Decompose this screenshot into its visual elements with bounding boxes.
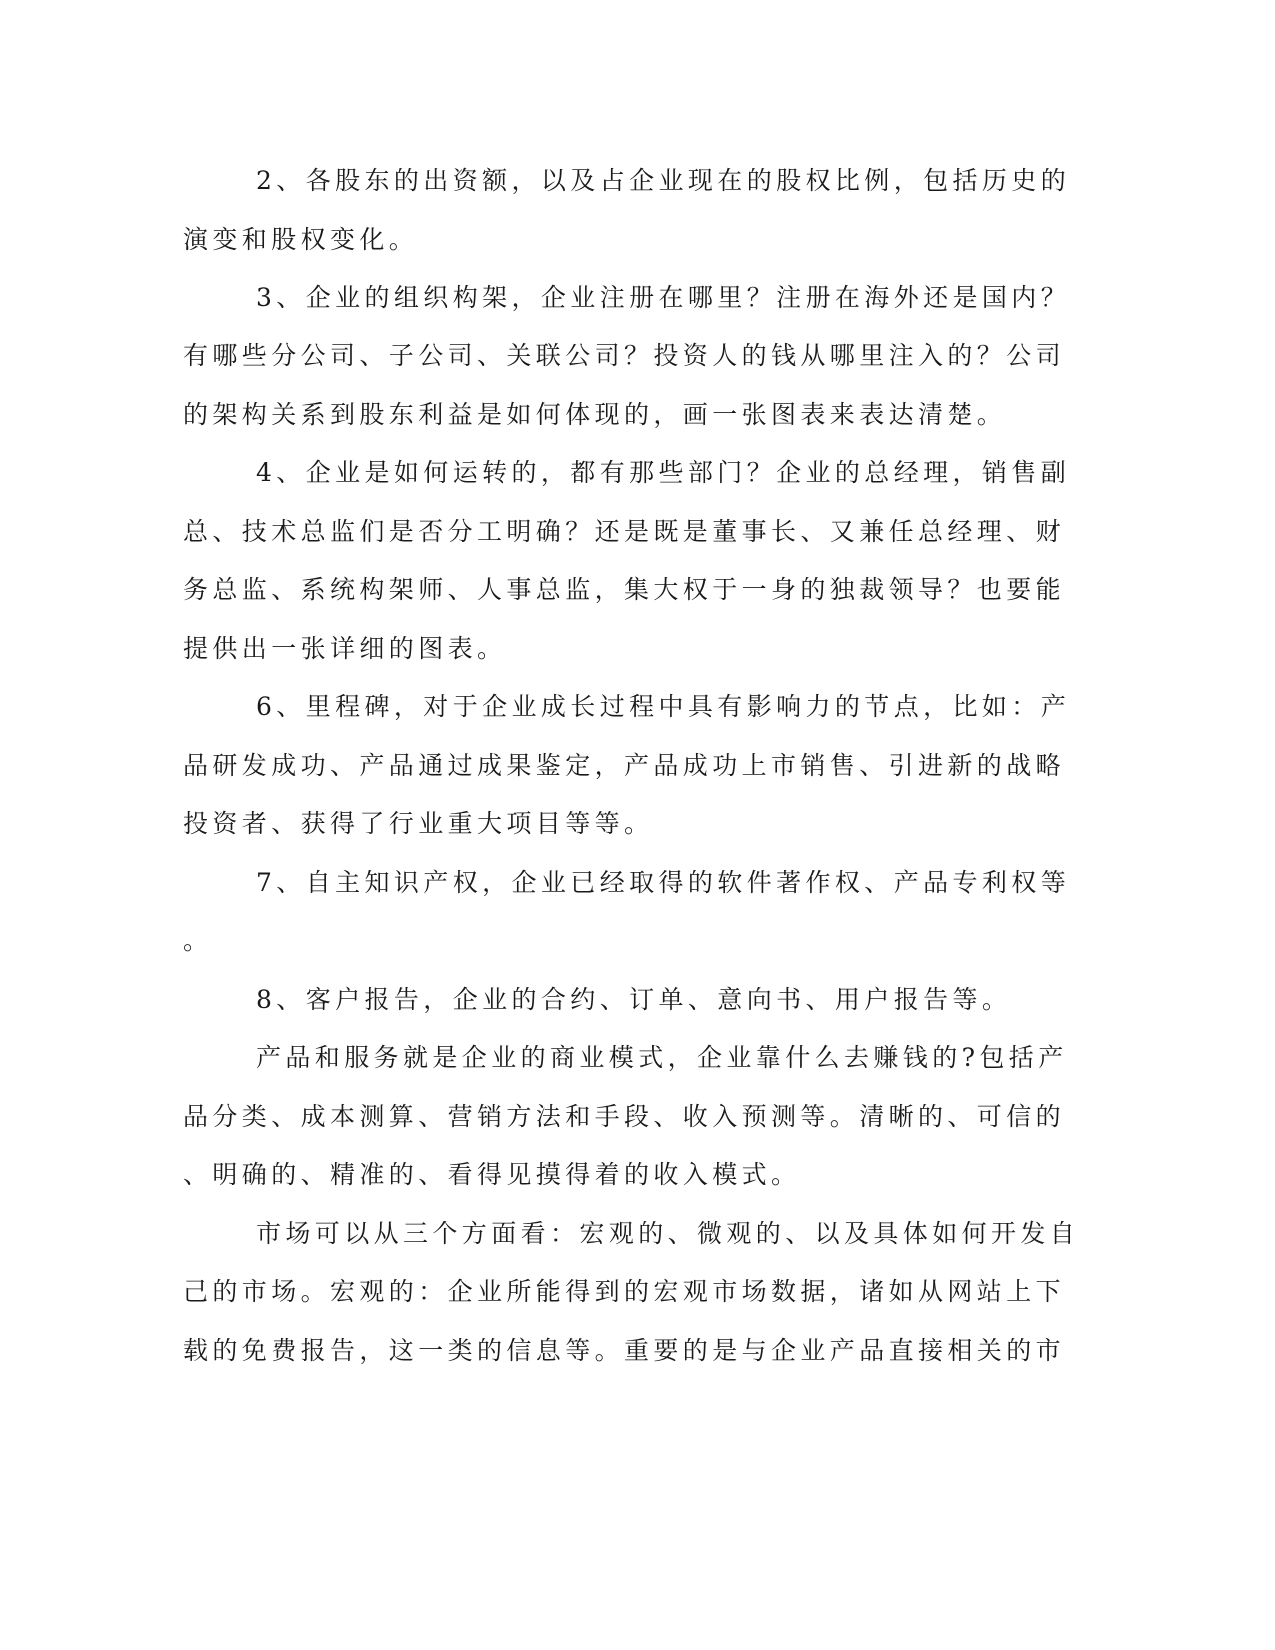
paragraph-market-line-2: 己的市场。宏观的：企业所能得到的宏观市场数据，诸如从网站上下 [183,1277,1066,1306]
paragraph-6-line-3: 投资者、获得了行业重大项目等等。 [183,809,654,838]
paragraph-market-line-3: 载的免费报告，这一类的信息等。重要的是与企业产品直接相关的市 [183,1336,1066,1365]
paragraph-2-line-1: 2、各股东的出资额，以及占企业现在的股权比例，包括历史的 [256,166,1071,195]
paragraph-7-line-1: 7、自主知识产权，企业已经取得的软件著作权、产品专利权等 [256,868,1071,897]
paragraph-products-line-3: 、明确的、精准的、看得见摸得着的收入模式。 [183,1160,801,1189]
paragraph-3-line-3: 的架构关系到股东利益是如何体现的，画一张图表来表达清楚。 [183,400,1007,429]
paragraph-market-line-1: 市场可以从三个方面看：宏观的、微观的、以及具体如何开发自 [256,1219,1080,1248]
paragraph-4-line-3: 务总监、系统构架师、人事总监，集大权于一身的独裁领导？也要能 [183,575,1066,604]
paragraph-3-line-2: 有哪些分公司、子公司、关联公司？投资人的钱从哪里注入的？公司 [183,341,1066,370]
paragraph-4-line-4: 提供出一张详细的图表。 [183,634,507,663]
paragraph-8-line-1: 8、客户报告，企业的合约、订单、意向书、用户报告等。 [256,985,1012,1014]
paragraph-3-line-1: 3、企业的组织构架，企业注册在哪里？注册在海外还是国内？ [256,283,1071,312]
paragraph-4-line-2: 总、技术总监们是否分工明确？还是既是董事长、又兼任总经理、财 [183,517,1066,546]
paragraph-products-line-2: 品分类、成本测算、营销方法和手段、收入预测等。清晰的、可信的 [183,1102,1066,1131]
paragraph-products-line-1: 产品和服务就是企业的商业模式，企业靠什么去赚钱的?包括产 [256,1043,1068,1072]
paragraph-6-line-2: 品研发成功、产品通过成果鉴定，产品成功上市销售、引进新的战略 [183,751,1066,780]
paragraph-7-line-2: 。 [183,926,213,955]
paragraph-6-line-1: 6、里程碑，对于企业成长过程中具有影响力的节点，比如：产 [256,692,1071,721]
paragraph-4-line-1: 4、企业是如何运转的，都有那些部门？企业的总经理，销售副 [256,458,1071,487]
paragraph-2-line-2: 演变和股权变化。 [183,225,419,254]
